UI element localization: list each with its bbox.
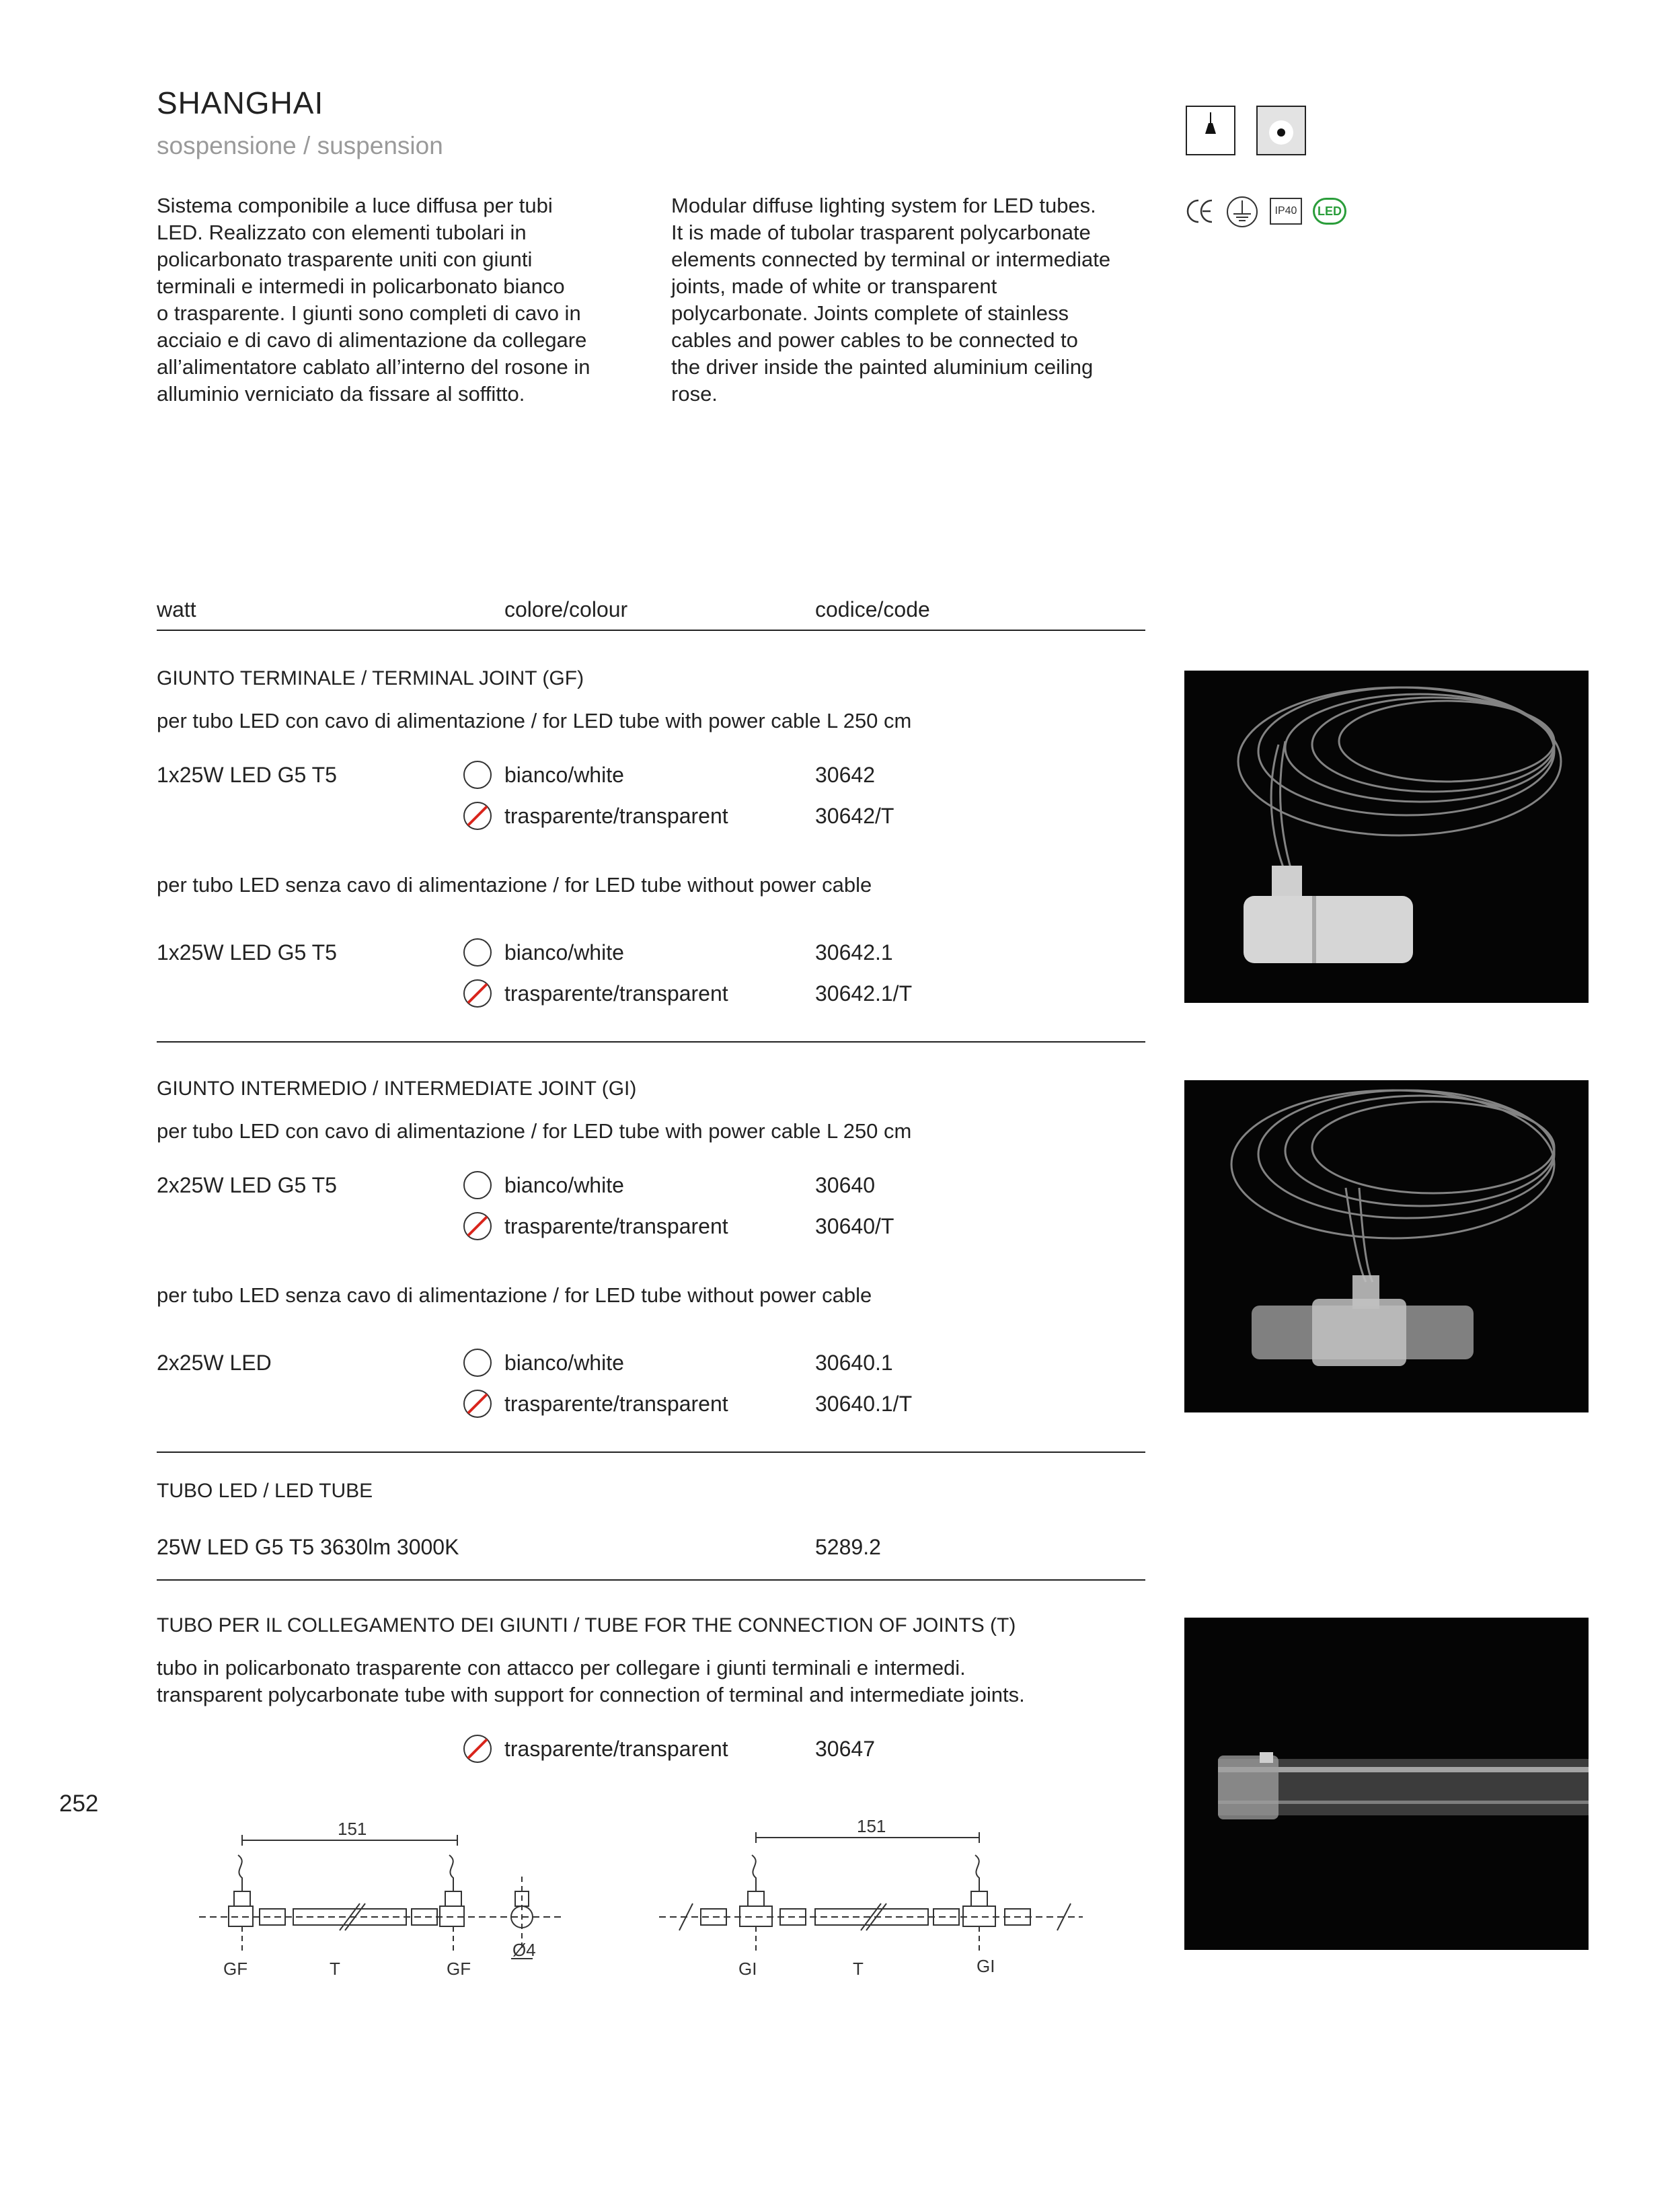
desc-line: policarbonato trasparente uniti con giunti [157,248,533,271]
transparent-swatch-icon [463,1211,492,1241]
row-code: 30642.1 [815,940,893,965]
row-colour: trasparente/transparent [504,1737,728,1761]
desc-line: rose. [671,382,718,406]
transparent-swatch-icon [463,979,492,1008]
drawing-label-t: T [853,1959,864,1979]
description-english [671,192,1142,408]
desc-line: terminali e intermedi in policarbonato bianco [157,274,565,298]
row-code: 30647 [815,1737,875,1761]
desc-line: alluminio verniciato da fissare al soffitto. [157,382,525,406]
ground-symbol-icon [1225,195,1259,229]
section-rule [157,1579,1145,1581]
transparent-swatch-icon [463,1389,492,1419]
desc-line: polycarbonate. Joints complete of stainless [671,301,1069,325]
section-rule [157,1451,1145,1453]
intermediate-joint-photo [1184,1080,1589,1412]
col-header-code: codice/code [815,597,930,621]
intermediate-without-cable-note: per tubo LED senza cavo di alimentazione / for LED tube without power cable [157,1283,872,1307]
row-colour: bianco/white [504,940,624,965]
desc-line: Sistema componibile a luce diffusa per tubi [157,194,553,217]
pendant-lamp-icon [1186,106,1235,155]
header-rule [157,630,1145,631]
white-swatch-icon [463,760,492,790]
drawing-right [659,1832,1083,1951]
product-title: SHANGHAI [157,85,324,120]
row-watt: 1x25W LED G5 T5 [157,940,337,965]
desc-line: elements connected by terminal or intermediate [671,248,1111,271]
row-watt: 1x25W LED G5 T5 [157,763,337,787]
ce-mark-icon [1184,195,1216,227]
drawing-label-gi: GI [977,1956,995,1976]
drawing-label-gf: GF [223,1959,248,1979]
desc-line: acciaio e di cavo di alimentazione da collegare [157,328,587,352]
desc-line: cables and power cables to be connected to [671,328,1078,352]
terminal-without-cable-note: per tubo LED senza cavo di alimentazione / for LED tube without power cable [157,873,872,897]
section-title-connection: TUBO PER IL COLLEGAMENTO DEI GIUNTI / TUBE FOR THE CONNECTION OF JOINTS (T) [157,1614,1016,1636]
row-code: 5289.2 [815,1535,881,1559]
led-badge-icon: LED [1313,198,1346,225]
diameter-label: Ø4 [512,1940,536,1960]
row-watt: 2x25W LED [157,1351,272,1375]
transparent-swatch-icon [463,1734,492,1764]
desc-line: all’alimentatore cablato all’interno del rosone in [157,355,590,379]
desc-line: Modular diffuse lighting system for LED tubes. [671,194,1096,217]
technical-drawing [195,1816,1103,1991]
drawing-label-t: T [330,1959,340,1979]
row-colour: trasparente/transparent [504,1214,728,1238]
terminal-joint-photo [1184,671,1589,1003]
row-code: 30640.1 [815,1351,893,1375]
terminal-with-cable-note: per tubo LED con cavo di alimentazione / for LED tube with power cable L 250 cm [157,709,912,732]
dimension-label: 151 [338,1819,367,1839]
col-header-watt: watt [157,597,196,621]
page-number: 252 [59,1790,99,1817]
row-colour: bianco/white [504,1173,624,1197]
desc-line: LED. Realizzato con elementi tubolari in [157,221,527,244]
section-rule [157,1041,1145,1043]
row-code: 30642.1/T [815,981,913,1006]
drawing-label-gi: GI [738,1959,757,1979]
desc-line: It is made of tubolar trasparent polycarbonate [671,221,1091,244]
desc-line: joints, made of white or transparent [671,274,997,298]
row-watt: 2x25W LED G5 T5 [157,1173,337,1197]
description-italian [157,192,627,408]
col-header-colour: colore/colour [504,597,628,621]
row-code: 30640 [815,1173,875,1197]
drawing-left [199,1835,565,1959]
transparent-swatch-icon [463,801,492,831]
connection-desc-it: tubo in policarbonato trasparente con attacco per collegare i giunti terminali e intermedi. [157,1656,966,1680]
row-code: 30640/T [815,1214,894,1238]
section-title-tube: TUBO LED / LED TUBE [157,1480,373,1502]
row-code: 30642/T [815,804,894,828]
intermediate-with-cable-note: per tubo LED con cavo di alimentazione / for LED tube with power cable L 250 cm [157,1119,912,1143]
ceiling-rose-icon [1256,106,1306,155]
dimension-label: 151 [857,1816,886,1836]
section-title-intermediate: GIUNTO INTERMEDIO / INTERMEDIATE JOINT (GI) [157,1078,637,1100]
connection-desc-en: transparent polycarbonate tube with support for connection of terminal and intermediate joints. [157,1683,1025,1706]
row-watt: 25W LED G5 T5 3630lm 3000K [157,1535,459,1559]
section-title-terminal: GIUNTO TERMINALE / TERMINAL JOINT (GF) [157,667,584,689]
row-colour: trasparente/transparent [504,981,728,1006]
desc-line: the driver inside the painted aluminium ceiling [671,355,1094,379]
connection-tube-photo [1184,1618,1589,1950]
row-colour: trasparente/transparent [504,804,728,828]
row-code: 30642 [815,763,875,787]
white-swatch-icon [463,1348,492,1378]
product-subtitle: sospensione / suspension [157,132,443,159]
row-colour: bianco/white [504,763,624,787]
row-code: 30640.1/T [815,1392,913,1416]
ip-rating-icon: IP40 [1270,198,1302,225]
white-swatch-icon [463,1170,492,1200]
white-swatch-icon [463,938,492,967]
drawing-label-gf: GF [447,1959,471,1979]
desc-line: o trasparente. I giunti sono completi di cavo in [157,301,581,325]
row-colour: trasparente/transparent [504,1392,728,1416]
row-colour: bianco/white [504,1351,624,1375]
